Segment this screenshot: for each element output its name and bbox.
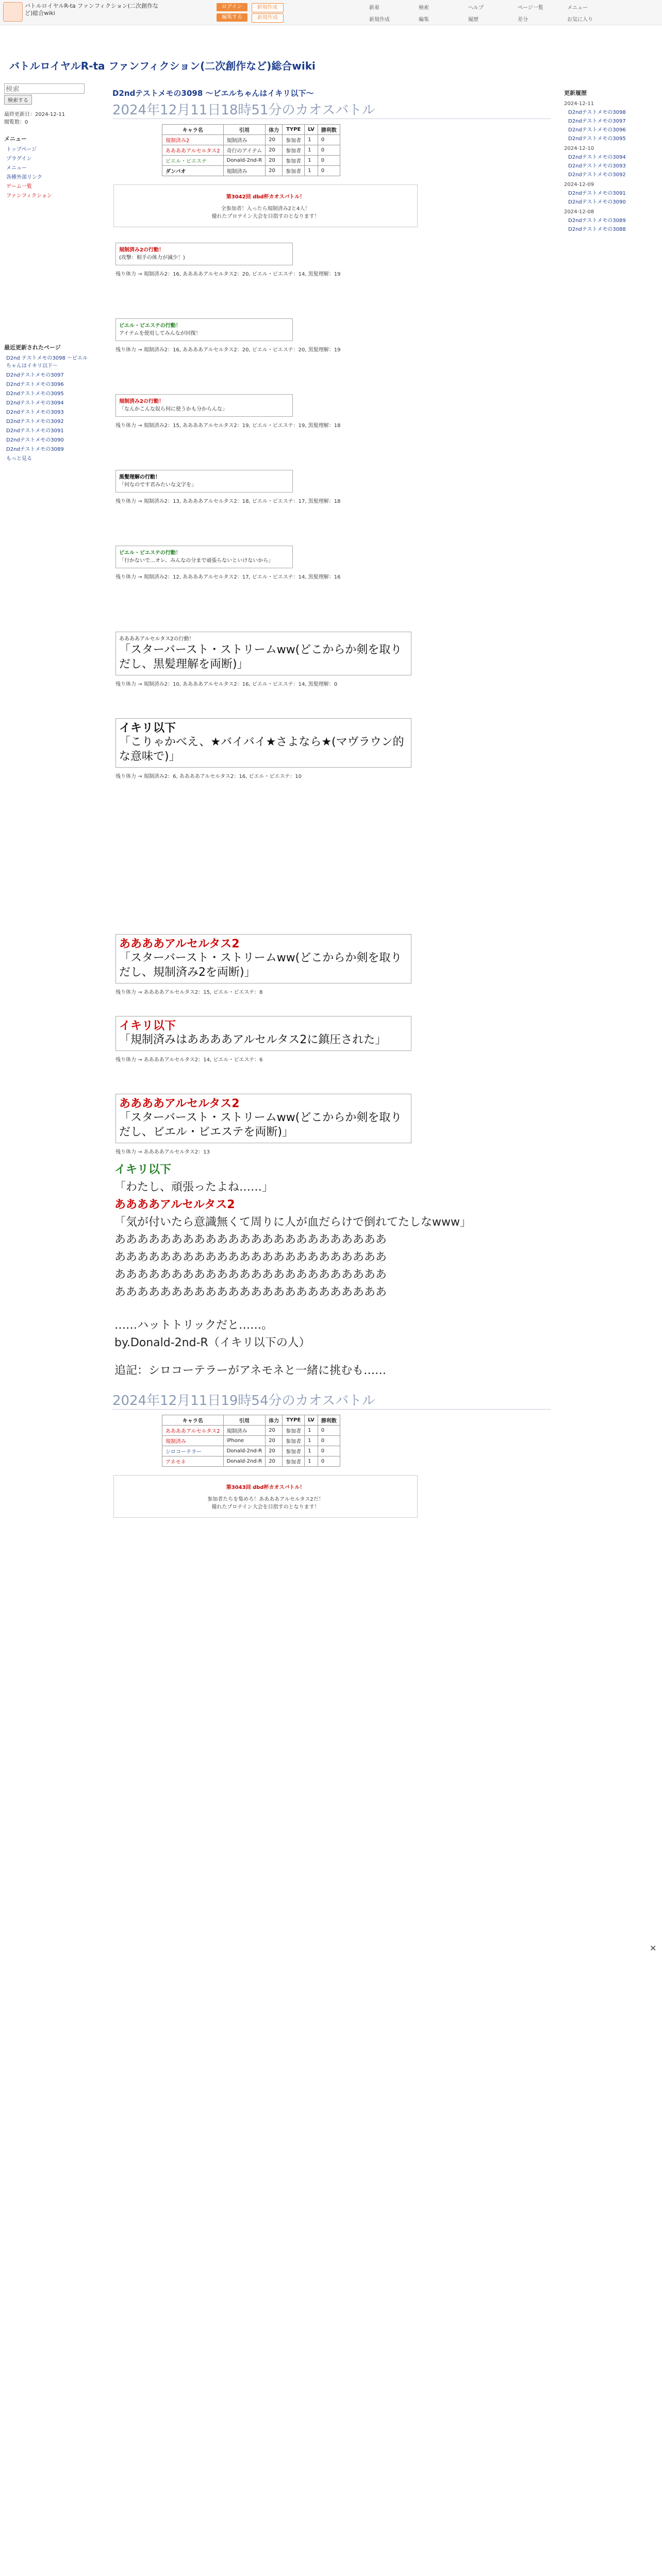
event-body: アイテムを使用してみんなが回復！ <box>119 331 201 336</box>
search-input[interactable] <box>4 83 85 94</box>
page-title: D2ndテストメモの3098 〜ビエルちゃんはイキリ以下〜 <box>112 89 314 98</box>
create-button[interactable]: 新規作成 <box>252 13 284 23</box>
event-title: ビエル・ビエステの行動！ <box>119 323 181 329</box>
table-header: TYPE <box>283 1415 305 1426</box>
hp-summary: 残り体力 → 規制済み2：12, ああああアルセルタス2：17, ビエル・ビエステ：14, 黒髪理解：16 <box>115 574 341 580</box>
history-item[interactable]: D2ndテストメモの3088 <box>568 227 626 232</box>
history-item[interactable]: D2ndテストメモの3096 <box>568 127 626 133</box>
event-quote: 「スターバースト・ストリームww(どこからか剣を取りだし、黒髪理解を両断)」 <box>119 643 402 671</box>
table-cell: 1 <box>305 135 318 145</box>
table-header: LV <box>305 125 318 135</box>
event-quote: 「スターバースト・ストリームww(どこからか剣を取りだし、ビエル・ビエステを両断)」 <box>119 1111 402 1139</box>
hp-summary: 残り体力 → 規制済み2：16, ああああアルセルタス2：20, ビエル・ビエステ：14, 黒髪理解：19 <box>115 272 341 277</box>
link-pagelist[interactable]: ページ一覧 <box>518 5 543 11</box>
table-cell: 規制済み <box>162 1436 224 1446</box>
link-favorite[interactable]: お気に入り <box>567 17 593 23</box>
table-cell: Donald-2nd-R <box>223 156 266 166</box>
table-cell: 0 <box>318 1426 340 1436</box>
table-header: 勝利数 <box>318 125 340 135</box>
table-header: 引用 <box>223 125 266 135</box>
event-body: 「何なのです君みたいな文字を」 <box>119 482 196 488</box>
table-cell: 20 <box>266 1426 283 1436</box>
event-quote: 「規制済みはああああアルセルタス2に鎮圧された」 <box>119 1033 387 1046</box>
table-row <box>162 135 340 145</box>
menu-item[interactable]: ゲーム一覧 <box>6 184 32 190</box>
table-header: 体力 <box>266 1415 283 1426</box>
history-item[interactable]: D2ndテストメモの3097 <box>568 118 626 124</box>
table-row <box>162 1426 340 1436</box>
table-row <box>162 1436 340 1446</box>
topbar-title[interactable]: バトルロイヤルR-ta ファンフィクション(二次創作など)総合wiki <box>25 3 159 16</box>
history-date: 2024-12-10 <box>564 146 594 151</box>
recent-item[interactable]: D2ndテストメモの3094 <box>6 400 64 406</box>
table-cell: 20 <box>266 156 283 166</box>
recent-item[interactable]: D2ndテストメモの3089 <box>6 447 64 452</box>
recent-item[interactable]: D2ndテストメモの3096 <box>6 382 64 387</box>
link-menu[interactable]: メニュー <box>567 5 588 11</box>
table-cell: 20 <box>266 1436 283 1446</box>
hp-summary: 残り体力 → 規制済み2：16, ああああアルセルタス2：20, ビエル・ビエステ：20, 黒髪理解：19 <box>115 347 341 353</box>
event-box-large <box>115 934 411 984</box>
top-bar <box>0 0 662 25</box>
recent-item[interactable]: D2ndテストメモの3091 <box>6 428 64 434</box>
page-meta <box>4 110 95 125</box>
table-header: 勝利数 <box>318 1415 340 1426</box>
history-title: 更新履歴 <box>564 90 587 96</box>
table-cell: 規制済み <box>223 135 266 145</box>
announce-line: 優れたプロテイン大会を目指すのとなります！ <box>211 214 320 219</box>
link-help[interactable]: ヘルプ <box>468 5 484 11</box>
recent-item[interactable]: D2ndテストメモの3097 <box>6 372 64 378</box>
left-sidebar <box>0 82 99 463</box>
history-date: 2024-12-08 <box>564 209 594 215</box>
event-box <box>115 546 293 568</box>
ending-line: 「気が付いたら意識無くて周りに人が血だらけで倒れてたしなwww」 <box>114 1216 471 1229</box>
hp-summary: 残り体力 → 規制済み2：10, ああああアルセルタス2：16, ビエル・ビエステ：14, 黒髪理解：0 <box>115 682 338 687</box>
battle-date-heading: 2024年12月11日18時51分のカオスバトル <box>112 99 551 119</box>
participants-table <box>162 124 340 176</box>
login-button[interactable]: ログイン <box>217 3 247 11</box>
battle-ending <box>114 1161 527 1380</box>
announce-line: 優れたプロテイン大会を目指すのとなります！ <box>211 1504 320 1510</box>
table-cell: 0 <box>318 1446 340 1456</box>
event-box <box>115 243 293 265</box>
announce-line: 第3043回 dbd杯カオスバトル！ <box>226 1485 305 1490</box>
event-quote: 「スターバースト・ストリームww(どこからか剣を取りだし、規制済み2を両断)」 <box>119 952 402 979</box>
event-box-large <box>115 1016 411 1051</box>
battle-date-heading: 2024年12月11日19時54分のカオスバトル <box>112 1390 551 1410</box>
topbar-nav-2 <box>217 13 284 23</box>
table-cell: 20 <box>266 1446 283 1456</box>
recent-item[interactable]: D2ndテストメモの3095 <box>6 391 64 397</box>
event-title: ああああアルセルタス2 <box>119 1097 240 1110</box>
table-cell: 20 <box>266 1456 283 1467</box>
hp-summary: 残り体力 → 規制済み2：13, ああああアルセルタス2：18, ビエル・ビエステ：17, 黒髪理解：18 <box>115 499 341 504</box>
table-cell: 0 <box>318 1456 340 1467</box>
menu-item[interactable]: メニュー <box>6 165 27 171</box>
table-cell: Donald-2nd-R <box>223 1446 266 1456</box>
table-cell: 0 <box>318 156 340 166</box>
link-search[interactable]: 検索 <box>419 5 429 11</box>
table-cell: 規制済み <box>223 1426 266 1436</box>
history-item[interactable]: D2ndテストメモの3093 <box>568 163 626 169</box>
ending-line: ……ハットトリックだと……。 <box>114 1319 273 1332</box>
table-row <box>162 145 340 156</box>
history-date: 2024-12-11 <box>564 101 594 107</box>
table-cell: ビエル・ビエステ <box>162 156 224 166</box>
meta-updated: 最終更新日：2024-12-11 <box>4 112 65 117</box>
ending-line: by.Donald-2nd-R（イキリ以下の人） <box>114 1336 310 1349</box>
history-item[interactable]: D2ndテストメモの3091 <box>568 191 626 196</box>
table-header: キャラ名 <box>162 1415 224 1426</box>
table-cell: 20 <box>266 166 283 176</box>
table-cell: ああああアルセルタス2 <box>162 145 224 156</box>
hp-summary: 残り体力 → ああああアルセルタス2：15, ビエル・ビエステ：8 <box>115 990 263 995</box>
edit-button[interactable]: 編集する <box>217 13 247 22</box>
table-cell: Donald-2nd-R <box>223 1456 266 1467</box>
table-cell: 1 <box>305 1436 318 1446</box>
event-body: (攻撃：相手の体力が減少！) <box>119 255 185 261</box>
topbar-nav <box>217 3 284 12</box>
history-item[interactable]: D2ndテストメモの3092 <box>568 172 626 178</box>
menu-item[interactable]: 各種外部リンク <box>6 175 42 180</box>
history-item[interactable]: D2ndテストメモの3095 <box>568 136 626 142</box>
history-item[interactable]: D2ndテストメモの3089 <box>568 218 626 224</box>
table-cell: 1 <box>305 145 318 156</box>
participants-table <box>162 1415 340 1467</box>
table-cell: 参加者 <box>283 145 305 156</box>
table-cell: 奇行のアイテム <box>223 145 266 156</box>
site-title[interactable]: バトルロイヤルR-ta ファンフィクション(二次創作など)総合wiki <box>9 60 316 72</box>
link-new[interactable]: 新着 <box>369 5 379 11</box>
event-title: ああああアルセルタス2 <box>119 938 240 951</box>
event-title: 規制済み2の行動！ <box>119 399 164 404</box>
link-history[interactable]: 履歴 <box>468 17 478 23</box>
ending-line: ああああああああああああああああああああああああ <box>114 1268 387 1281</box>
table-row <box>162 166 340 176</box>
ending-line: ああああああああああああああああああああああああ <box>114 1251 387 1264</box>
announce-line: 参加者たちを集めろ！ああああアルセルタス2だ！ <box>207 1497 324 1502</box>
table-cell: 20 <box>266 135 283 145</box>
right-sidebar <box>564 89 657 233</box>
topbar-links <box>369 3 617 23</box>
close-icon[interactable]: ✕ <box>650 1943 657 1953</box>
table-row <box>162 1456 340 1467</box>
main-content <box>108 84 551 1526</box>
table-cell: 1 <box>305 166 318 176</box>
table-cell: 参加者 <box>283 166 305 176</box>
ending-line: ああああああああああああああああああああああああ <box>114 1233 387 1246</box>
site-logo[interactable] <box>3 2 23 22</box>
table-cell: 参加者 <box>283 1446 305 1456</box>
hp-summary: 残り体力 → ああああアルセルタス2：14, ビエル・ビエステ：6 <box>115 1057 263 1063</box>
hp-summary: 残り体力 → ああああアルセルタス2：13 <box>115 1149 210 1155</box>
table-header: キャラ名 <box>162 125 224 135</box>
event-box <box>115 470 293 493</box>
table-cell: シロコーテラー <box>162 1446 224 1456</box>
recent-item[interactable]: D2nd テストメモの3098 〜ビエルちゃんはイキリ以下〜 <box>6 355 88 369</box>
link-diff[interactable]: 差分 <box>518 17 528 23</box>
event-title: ああああアルセルタス2の行動！ <box>119 636 194 642</box>
menu-item[interactable]: ファンフィクション <box>6 193 52 199</box>
table-row <box>162 156 340 166</box>
table-header: LV <box>305 1415 318 1426</box>
table-cell: 0 <box>318 145 340 156</box>
table-cell: 参加者 <box>283 135 305 145</box>
new-page-button[interactable]: 新規作成 <box>252 3 284 12</box>
recent-item[interactable]: D2ndテストメモの3090 <box>6 437 64 443</box>
meta-views: 閲覧数：0 <box>4 120 28 125</box>
battle-announcement <box>113 184 418 227</box>
recent-item[interactable]: D2ndテストメモの3093 <box>6 410 64 415</box>
event-title: 黒髪理解の行動！ <box>119 474 160 480</box>
hp-summary: 残り体力 → 規制済み2：15, ああああアルセルタス2：19, ビエル・ビエステ：19, 黒髪理解：18 <box>115 423 341 429</box>
table-header: TYPE <box>283 125 305 135</box>
recent-title: 最近更新されたページ <box>4 344 61 351</box>
recent-item[interactable]: D2ndテストメモの3092 <box>6 419 64 425</box>
ending-line: 追記：シロコーテラーがアネモネと一緒に挑むも…… <box>114 1364 387 1377</box>
event-box-large <box>115 718 411 768</box>
table-cell: 参加者 <box>283 156 305 166</box>
battle-announcement <box>113 1475 418 1518</box>
ending-line: 「わたし、頑張ったよね……」 <box>114 1181 274 1194</box>
hp-summary: 残り体力 → 規制済み2：6, ああああアルセルタス2：16, ビエル・ビエステ：10 <box>115 774 302 779</box>
announce-line: 全参加者！入ったら規制済み2と4人！ <box>221 206 310 212</box>
table-cell: 1 <box>305 156 318 166</box>
ending-line: ああああアルセルタス2 <box>114 1198 235 1211</box>
table-cell: 1 <box>305 1446 318 1456</box>
table-cell: 1 <box>305 1456 318 1467</box>
table-cell: ダンバオ <box>162 166 224 176</box>
table-cell: 0 <box>318 135 340 145</box>
link-edit[interactable]: 編集 <box>419 17 429 23</box>
history-item[interactable]: D2ndテストメモの3094 <box>568 155 626 160</box>
event-title: 規制済み2の行動！ <box>119 247 164 253</box>
table-cell: 1 <box>305 1426 318 1436</box>
announce-line: 第3042回 dbd杯カオスバトル！ <box>226 194 305 200</box>
table-cell: 参加者 <box>283 1436 305 1446</box>
menu-item[interactable]: トップページ <box>6 147 37 152</box>
event-title: イキリ以下 <box>119 1020 176 1032</box>
menu-title: メニュー <box>4 135 27 142</box>
event-quote: 「こりゃかべえ、★バイバイ★さよなら★(マヴラウン的な意味で)」 <box>119 736 404 763</box>
table-cell: 参加者 <box>283 1426 305 1436</box>
menu-item[interactable]: プラグイン <box>6 156 32 162</box>
event-box-large <box>115 1094 411 1143</box>
history-item[interactable]: D2ndテストメモの3090 <box>568 199 626 205</box>
table-cell: ああああアルセルタス2 <box>162 1426 224 1436</box>
table-cell: 20 <box>266 145 283 156</box>
event-box-large <box>115 632 411 675</box>
table-row <box>162 1446 340 1456</box>
ending-line: イキリ以下 <box>114 1163 172 1176</box>
search-button[interactable]: 検索する <box>4 95 32 105</box>
table-cell: 規制済み <box>223 166 266 176</box>
table-cell: 0 <box>318 166 340 176</box>
table-header: 体力 <box>266 125 283 135</box>
history-date: 2024-12-09 <box>564 182 594 188</box>
event-title: イキリ以下 <box>119 722 176 735</box>
table-cell: 参加者 <box>283 1456 305 1467</box>
event-title: ビエル・ビエステの行動！ <box>119 550 181 556</box>
ending-line: ああああああああああああああああああああああああ <box>114 1286 387 1299</box>
link-create[interactable]: 新規作成 <box>369 17 390 23</box>
event-box <box>115 394 293 417</box>
table-header: 引用 <box>223 1415 266 1426</box>
table-cell: アネモネ <box>162 1456 224 1467</box>
event-body: 「行かないで…オレ、みんなの分まで頑張らないといけないから」 <box>119 558 274 564</box>
event-body: 「なんかこんな奴ら何に使うかも分からんな」 <box>119 406 227 412</box>
more-link[interactable]: もっと見る <box>6 456 32 462</box>
table-cell: 0 <box>318 1436 340 1446</box>
table-cell: iPhone <box>223 1436 266 1446</box>
table-cell: 規制済み2 <box>162 135 224 145</box>
event-box <box>115 318 293 341</box>
history-item[interactable]: D2ndテストメモの3098 <box>568 110 626 115</box>
